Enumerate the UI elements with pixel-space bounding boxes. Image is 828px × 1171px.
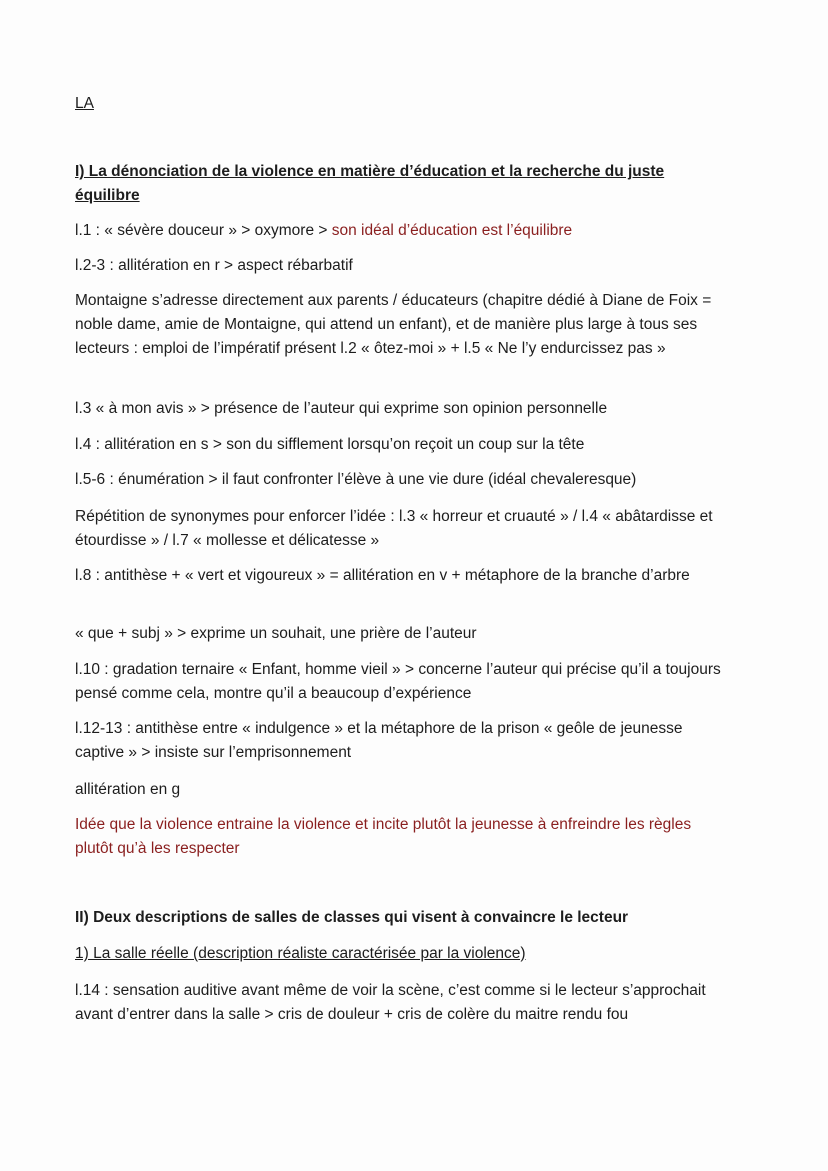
note-line-1-highlight: son idéal d’éducation est l’équilibre — [331, 222, 573, 239]
section-2-subtitle: 1) La salle réelle (description réaliste caractérisée par la violence) — [75, 945, 526, 962]
header-label: LA — [75, 95, 94, 112]
section-1-title: I) La dénonciation de la violence en matière d’éducation et la recherche du juste équilibre — [75, 163, 665, 204]
note-line-3: l.3 « à mon avis » > présence de l’auteur qui exprime son opinion personnelle — [75, 400, 608, 417]
section-1-conclusion: Idée que la violence entraine la violence et incite plutôt la jeunesse à enfreindre les règles plutôt qu’à les respecter — [75, 816, 692, 857]
note-line-8: l.8 : antithèse + « vert et vigoureux » = allitération en v + métaphore de la branche d’arbre — [75, 567, 690, 584]
note-line-2-3: l.2-3 : allitération en r > aspect rébarbatif — [75, 257, 353, 274]
section-2-title: II) Deux descriptions de salles de classes qui visent à convaincre le lecteur — [75, 909, 629, 926]
note-line-1 — [75, 219, 725, 243]
note-alliteration-g: allitération en g — [75, 781, 181, 798]
note-line-1-text: l.1 : « sévère douceur » > oxymore > — [75, 222, 332, 239]
note-line-14: l.14 : sensation auditive avant même de voir la scène, c’est comme si le lecteur s’approchait avant d’entrer dans la salle > cris de douleur + cris de colère du maitre rendu fou — [75, 982, 706, 1023]
note-line-5-6: l.5-6 : énumération > il faut confronter l’élève à une vie dure (idéal chevaleresque) — [75, 471, 637, 488]
note-line-10: l.10 : gradation ternaire « Enfant, homme vieil » > concerne l’auteur qui précise qu’il a toujours pensé comme cela, montre qu’il a beaucoup d’expérience — [75, 661, 721, 702]
note-subjunctive: « que + subj » > exprime un souhait, une prière de l’auteur — [75, 625, 477, 642]
note-synonyms: Répétition de synonymes pour enforcer l’idée : l.3 « horreur et cruauté » / l.4 « abâtardisse et étourdisse » / l.7 « mollesse et délicatesse » — [75, 508, 713, 549]
note-line-12-13: l.12-13 : antithèse entre « indulgence » et la métaphore de la prison « geôle de jeunesse captive » > insiste sur l’emprisonnement — [75, 720, 683, 761]
note-line-4: l.4 : allitération en s > son du sifflement lorsqu’on reçoit un coup sur la tête — [75, 436, 585, 453]
note-address: Montaigne s’adresse directement aux parents / éducateurs (chapitre dédié à Diane de Foix = noble dame, amie de Montaigne, qui attend un enfant), et de manière plus large à tous ses lecteurs : emploi de l’impératif présent l.2 « ôtez-moi » + l.5 « Ne l’y endurcissez pas » — [75, 292, 712, 357]
